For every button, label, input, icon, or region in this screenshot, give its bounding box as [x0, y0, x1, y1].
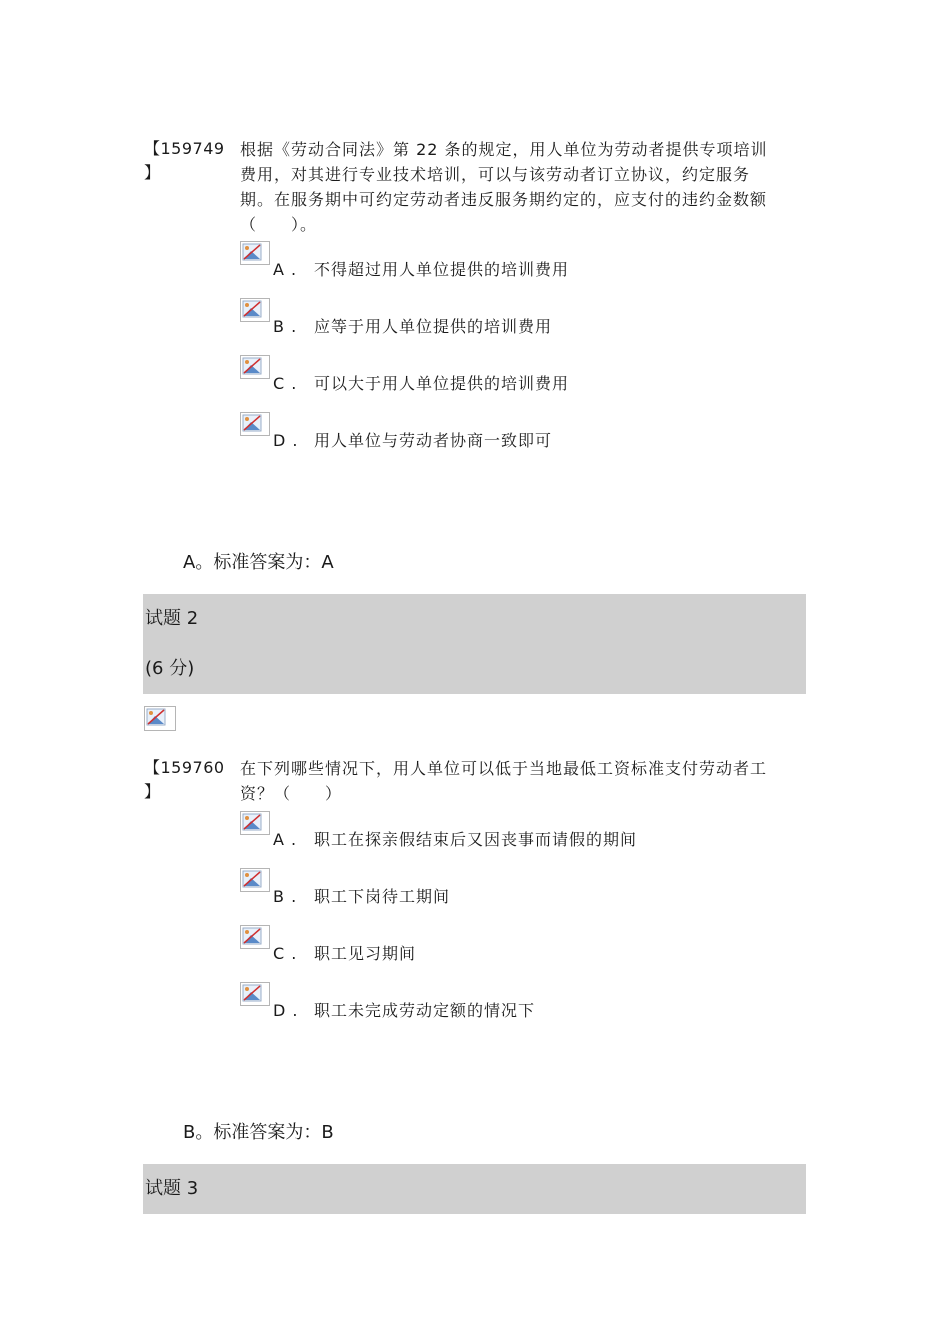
option-c[interactable]	[240, 355, 780, 412]
section-title: 试题 2	[143, 594, 806, 644]
option-list	[240, 811, 780, 1039]
broken-image-icon	[240, 241, 270, 265]
option-text: 应等于用人单位提供的培训费用	[314, 317, 553, 336]
option-letter: C .	[273, 374, 298, 393]
option-a[interactable]	[240, 241, 780, 298]
option-letter: C .	[273, 944, 298, 963]
option-d[interactable]	[240, 412, 780, 469]
option-text: 职工下岗待工期间	[314, 887, 451, 906]
broken-image-icon	[240, 925, 270, 949]
option-text: 用人单位与劳动者协商一致即可	[314, 431, 553, 450]
question-id: 【159760 】	[144, 758, 225, 801]
question-text: 在下列哪些情况下，用人单位可以低于当地最低工资标准支付劳动者工资？（ ）	[240, 759, 768, 803]
broken-image-icon	[240, 412, 270, 436]
option-letter: B .	[273, 317, 298, 336]
broken-image-icon	[240, 355, 270, 379]
broken-image-icon	[240, 982, 270, 1006]
option-letter: B .	[273, 887, 298, 906]
broken-image-icon	[144, 706, 176, 731]
option-letter: D .	[273, 431, 299, 450]
broken-image-icon	[240, 298, 270, 322]
option-a[interactable]	[240, 811, 780, 868]
option-text: 职工见习期间	[314, 944, 417, 963]
section-title: 试题 3	[143, 1164, 806, 1214]
option-letter: A .	[273, 830, 298, 849]
question-id: 【159749 】	[144, 139, 225, 182]
option-list	[240, 241, 780, 469]
option-text: 职工在探亲假结束后又因丧事而请假的期间	[314, 830, 638, 849]
broken-image-icon	[240, 811, 270, 835]
question-1	[144, 137, 784, 477]
option-text: 可以大于用人单位提供的培训费用	[314, 374, 570, 393]
option-b[interactable]	[240, 868, 780, 925]
option-c[interactable]	[240, 925, 780, 982]
option-text: 不得超过用人单位提供的培训费用	[314, 260, 570, 279]
question-text: 根据《劳动合同法》第 22 条的规定，用人单位为劳动者提供专项培训费用，对其进行专业技术培训，可以与该劳动者订立协议，约定服务期。在服务期中可约定劳动者违反服务期约定的，应支付的违约金数额（ ）。	[240, 140, 768, 234]
option-letter: A .	[273, 260, 298, 279]
section-score: (6 分)	[143, 644, 806, 694]
answer-text: B。标准答案为：B	[183, 1122, 334, 1143]
option-text: 职工未完成劳动定额的情况下	[314, 1001, 536, 1020]
broken-image-icon	[240, 868, 270, 892]
option-d[interactable]	[240, 982, 780, 1039]
question-2	[144, 756, 784, 1046]
option-b[interactable]	[240, 298, 780, 355]
option-letter: D .	[273, 1001, 299, 1020]
answer-text: A。标准答案为：A	[183, 552, 334, 573]
